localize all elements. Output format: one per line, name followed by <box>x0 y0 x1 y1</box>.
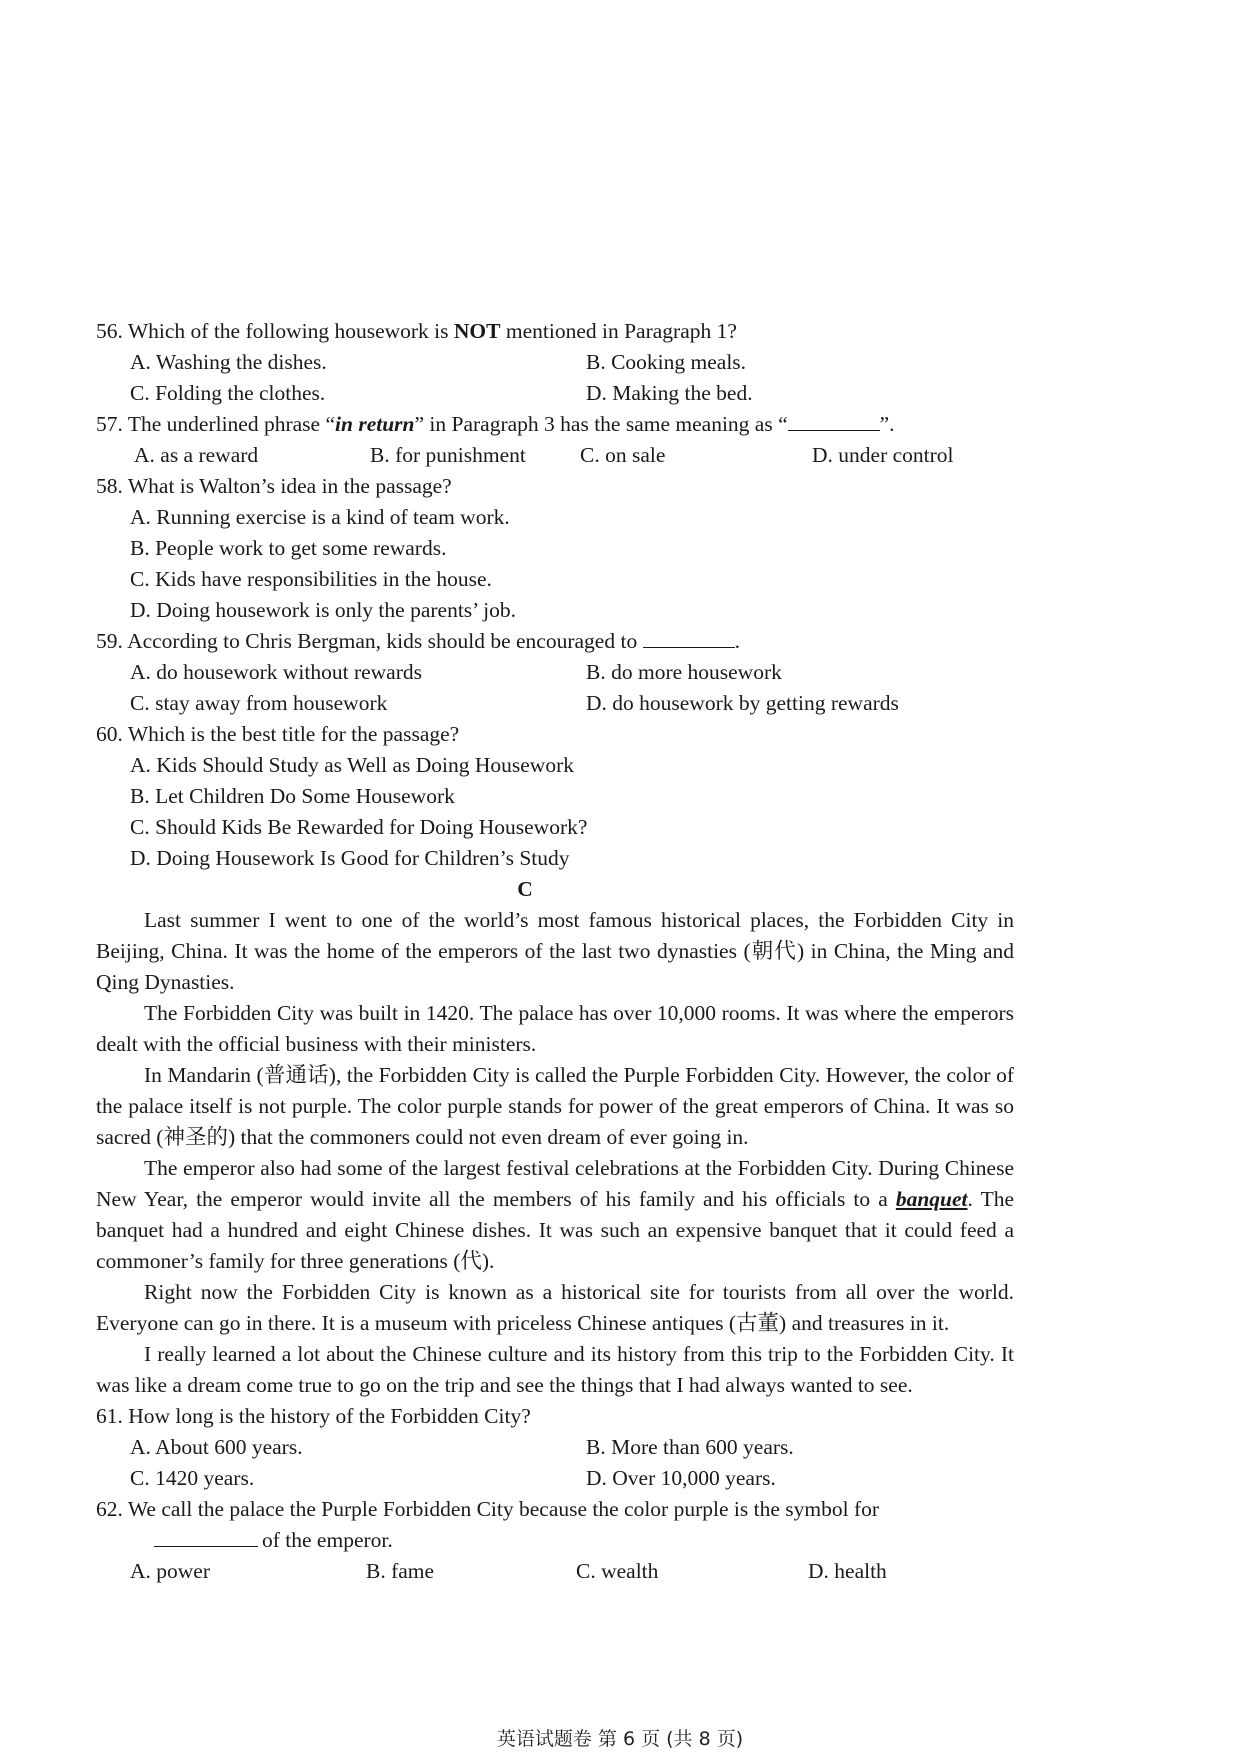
option-c: C. Should Kids Be Rewarded for Doing Housework? <box>130 815 588 839</box>
passage-paragraph-1: Last summer I went to one of the world’s most famous historical places, the Forbidden City in Beijing, China. It was the home of the emperors of the last two dynasties (朝代) in China, the Ming and Qing Dynasties. <box>96 908 1014 994</box>
option-a: A. power <box>130 1559 211 1583</box>
option-c: C. 1420 years. <box>130 1466 255 1490</box>
option-b: B. do more housework <box>586 660 782 684</box>
passage-paragraph-6: I really learned a lot about the Chinese culture and its history from this trip to the Forbidden City. It was like a dream come true to go on the trip and see the things that I had always wanted to see. <box>96 1342 1014 1397</box>
question-57 <box>96 409 1014 440</box>
question-59 <box>96 626 1014 657</box>
option-d: D. health <box>808 1559 887 1583</box>
options-62 <box>96 1556 1014 1587</box>
exam-page <box>96 316 1014 1587</box>
option-d: D. do housework by getting rewards <box>586 691 899 715</box>
option-c: C. stay away from housework <box>130 691 388 715</box>
option-a: A. Washing the dishes. <box>130 350 327 374</box>
option-d: D. Doing Housework Is Good for Children’s Study <box>130 846 570 870</box>
option-b: B. Let Children Do Some Housework <box>130 784 455 808</box>
question-text: mentioned in Paragraph 1? <box>500 319 737 343</box>
option-a: A. as a reward <box>134 443 259 467</box>
option-d: D. under control <box>812 443 954 467</box>
option-b: B. for punishment <box>370 443 526 467</box>
options-56 <box>96 347 1014 409</box>
paragraph-text: The emperor also had some of the largest festival celebrations at the Forbidden City. During Chinese New Year, the emperor would invite all the members of his family and his officials to a <box>96 1156 1014 1211</box>
question-text: 57. The underlined phrase “ <box>96 412 336 436</box>
question-58: 58. What is Walton’s idea in the passage? <box>96 474 452 498</box>
option-a: A. do housework without rewards <box>130 660 422 684</box>
question-text: of the emperor. <box>262 1528 393 1552</box>
question-56 <box>96 316 1014 347</box>
passage-paragraph-3: In Mandarin (普通话), the Forbidden City is called the Purple Forbidden City. However, the color of the palace itself is not purple. The color purple stands for power of the great emperors of China. It was so sacred (神圣的) that the commoners could not even dream of ever going in. <box>96 1063 1014 1149</box>
option-a: A. About 600 years. <box>130 1435 303 1459</box>
options-57 <box>96 440 1014 471</box>
question-text: 59. According to Chris Bergman, kids should be encouraged to <box>96 629 643 653</box>
option-d: D. Making the bed. <box>586 381 753 405</box>
emphasis-not: NOT <box>453 319 501 343</box>
option-d: D. Doing housework is only the parents’ job. <box>130 598 516 622</box>
option-a: A. Running exercise is a kind of team work. <box>130 505 510 529</box>
question-text: ” in Paragraph 3 has the same meaning as “ <box>414 412 788 436</box>
question-text: . <box>734 629 740 653</box>
paragraph-text: . The banquet had a hundred and eight Chinese dishes. It was such an expensive banquet that it could feed a commoner’s family for three generations (代). <box>96 1187 1014 1273</box>
option-d: D. Over 10,000 years. <box>586 1466 776 1490</box>
question-text: ”. <box>879 412 895 436</box>
passage-letter: C <box>517 877 533 901</box>
options-59 <box>96 657 1014 719</box>
option-c: C. Folding the clothes. <box>130 381 326 405</box>
answer-blank <box>154 1526 258 1547</box>
page-footer: 英语试题卷 第 6 页 (共 8 页) <box>496 1728 744 1750</box>
underlined-word: banquet <box>895 1187 968 1211</box>
passage-paragraph-5: Right now the Forbidden City is known as a historical site for tourists from all over the world. Everyone can go in there. It is a museum with priceless Chinese antiques (古董) and treasures in it. <box>96 1280 1014 1335</box>
passage-paragraph-2: The Forbidden City was built in 1420. The palace has over 10,000 rooms. It was where the emperors dealt with the official business with their ministers. <box>96 1001 1014 1056</box>
answer-blank <box>643 627 735 648</box>
option-b: B. People work to get some rewards. <box>130 536 447 560</box>
question-62: 62. We call the palace the Purple Forbidden City because the color purple is the symbol for <box>96 1497 880 1521</box>
option-a: A. Kids Should Study as Well as Doing Housework <box>130 753 574 777</box>
options-61 <box>96 1432 1014 1494</box>
question-text: 56. Which of the following housework is <box>96 319 454 343</box>
option-b: B. fame <box>366 1559 435 1583</box>
question-61: 61. How long is the history of the Forbidden City? <box>96 1404 531 1428</box>
passage-paragraph-4 <box>96 1153 1014 1277</box>
question-62-continuation <box>96 1525 1014 1556</box>
options-60 <box>96 750 1014 874</box>
option-c: C. on sale <box>580 443 666 467</box>
option-b: B. Cooking meals. <box>586 350 747 374</box>
option-b: B. More than 600 years. <box>586 1435 794 1459</box>
options-58 <box>96 502 1014 626</box>
option-c: C. Kids have responsibilities in the house. <box>130 567 492 591</box>
question-60: 60. Which is the best title for the passage? <box>96 722 460 746</box>
option-c: C. wealth <box>576 1559 659 1583</box>
underlined-phrase: in return <box>335 412 415 436</box>
answer-blank <box>788 410 880 431</box>
